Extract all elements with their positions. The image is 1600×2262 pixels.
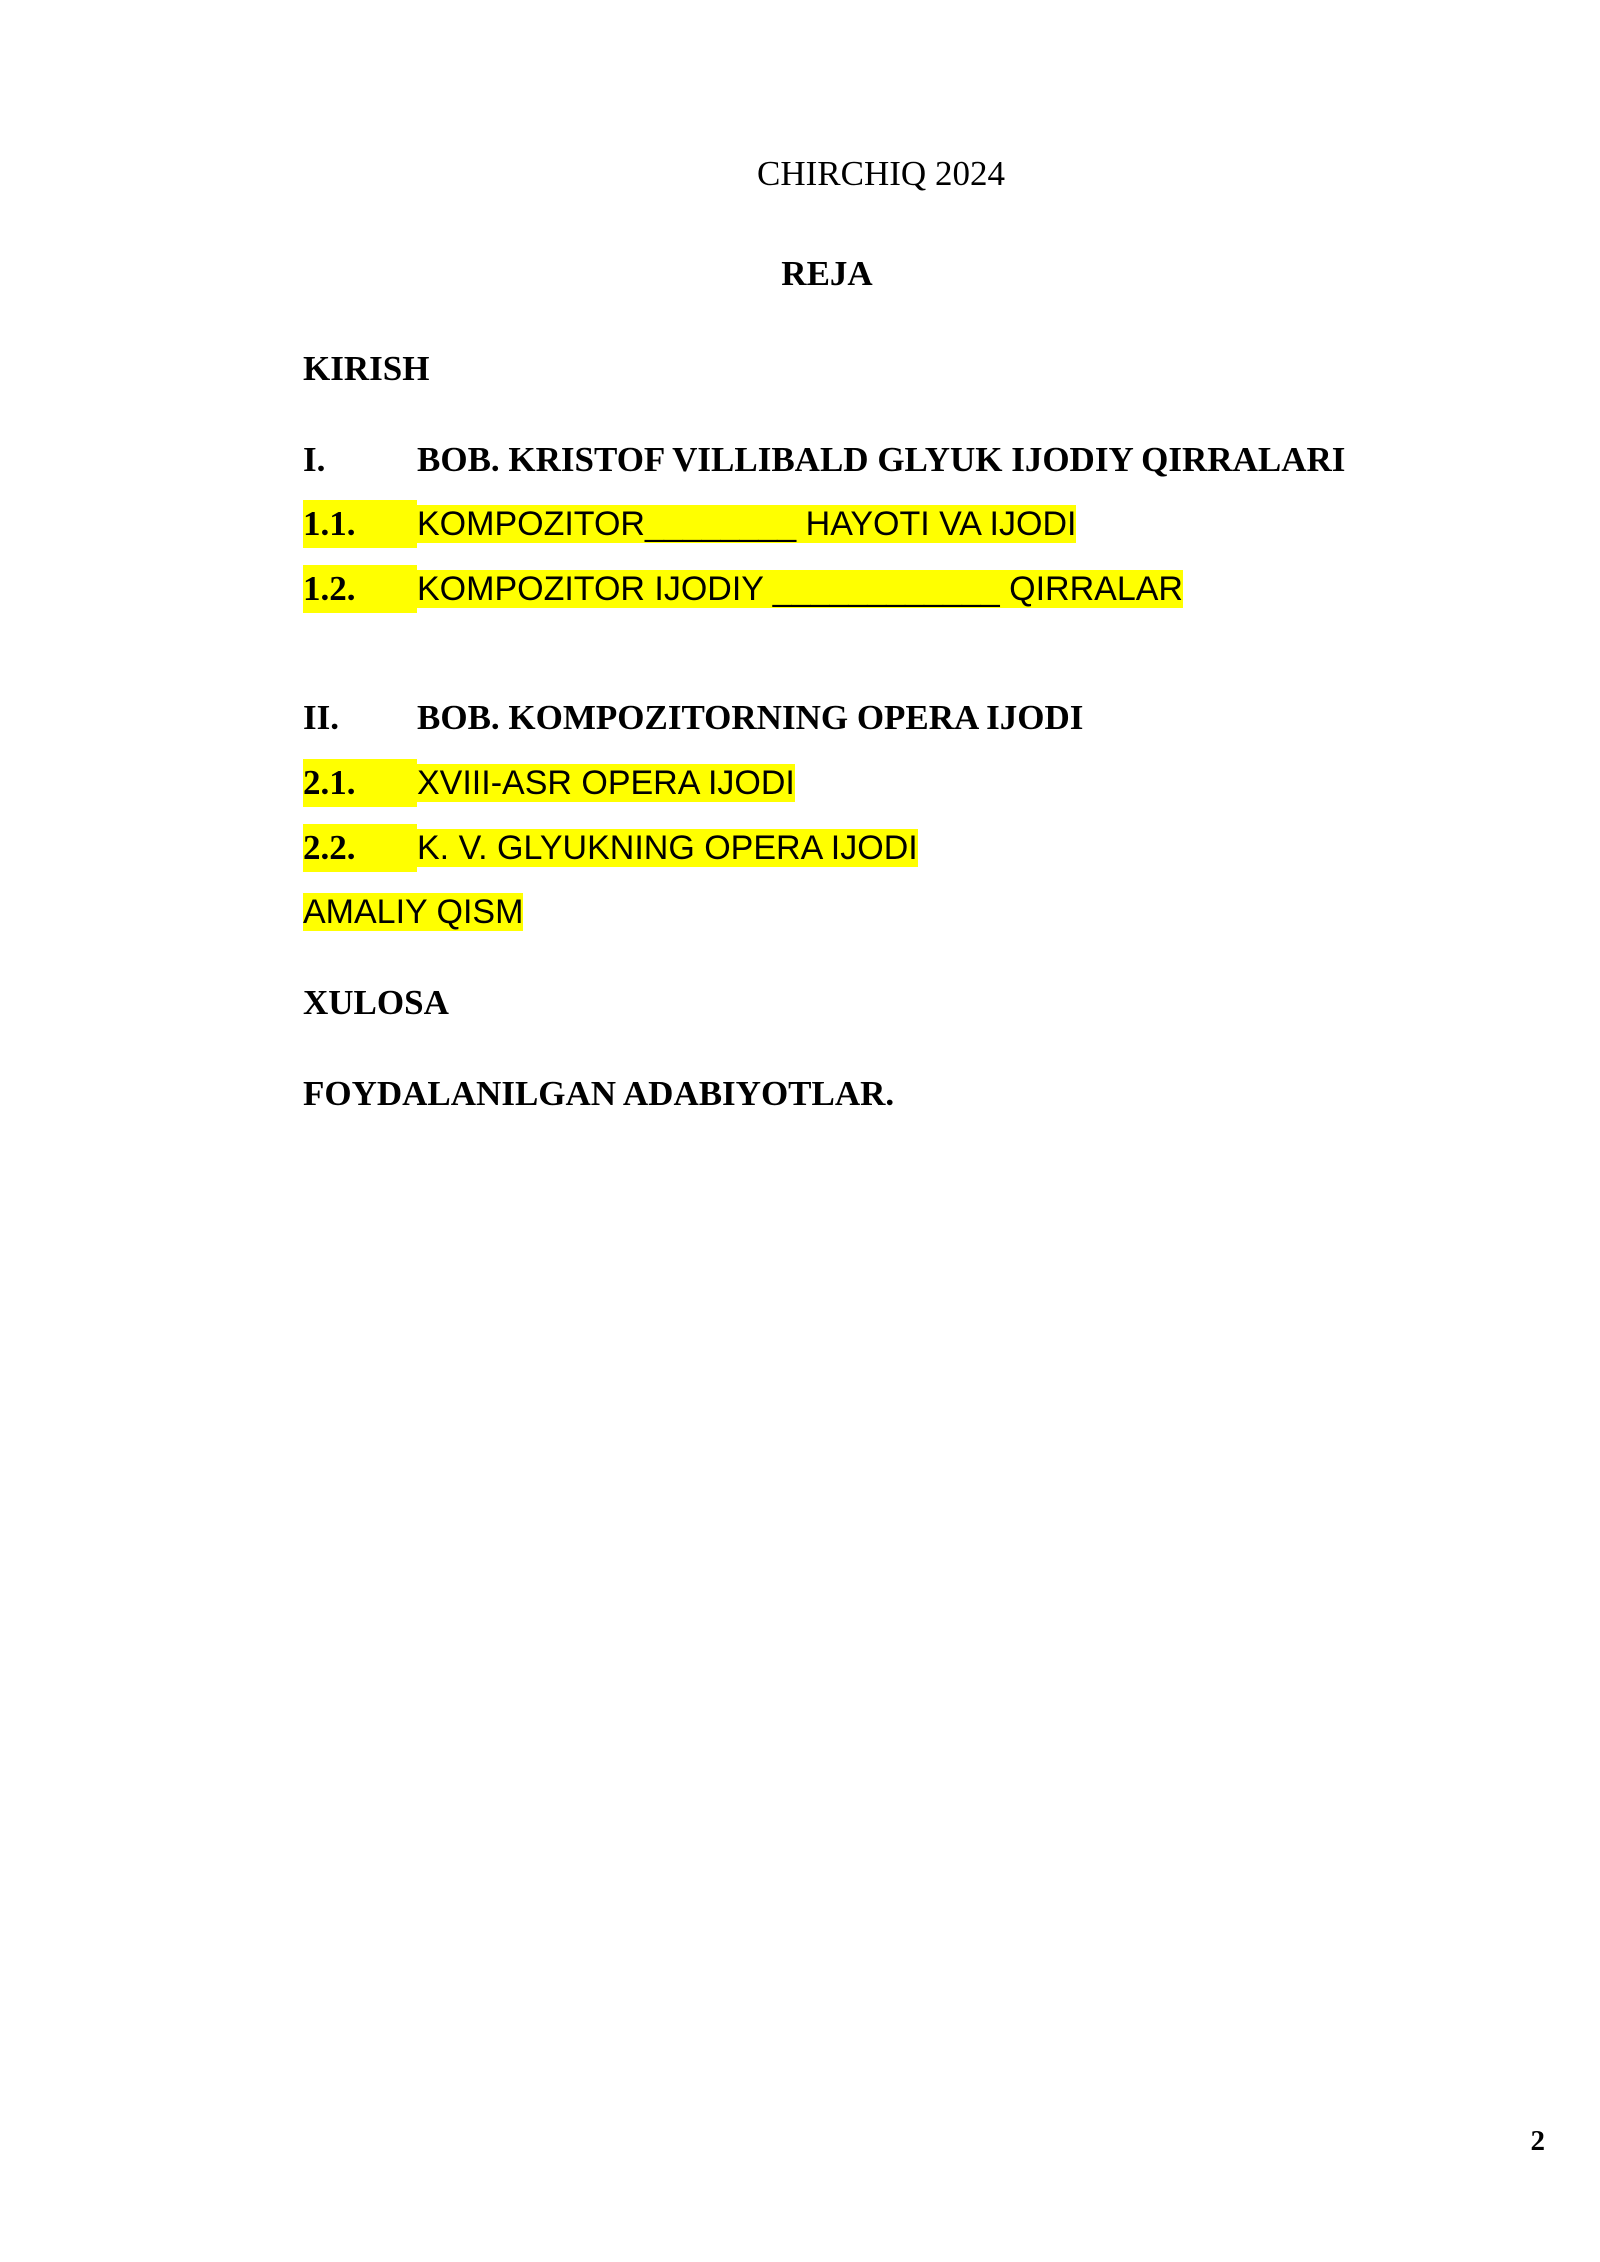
chapter-2-title: BOB. KOMPOZITORNING OPERA IJODI (417, 698, 1084, 737)
toc-section-2-1 (303, 759, 795, 807)
toc-section-2-2 (303, 824, 918, 872)
chapter-2-number: II. (303, 698, 339, 737)
toc-conclusion: XULOSA (303, 983, 449, 1022)
chapter-1-title: BOB. KRISTOF VILLIBALD GLYUK IJODIY QIRRALARI (417, 440, 1346, 479)
toc-chapter-2 (303, 694, 1083, 742)
chapter-1-number: I. (303, 440, 326, 479)
toc-section-1-1 (303, 500, 1076, 548)
page-number: 2 (1530, 2125, 1545, 2157)
toc-chapter-1 (303, 436, 1345, 484)
section-2-1-number: 2.1. (303, 759, 417, 807)
section-2-2-title: K. V. GLYUKNING OPERA IJODI (417, 829, 918, 867)
section-1-2-title: KOMPOZITOR IJODIY ____________ QIRRALAR (417, 570, 1183, 608)
practical-title: AMALIY QISM (303, 893, 524, 931)
plan-title: REJA (781, 254, 873, 293)
section-1-1-title: KOMPOZITOR________ HAYOTI VA IJODI (417, 505, 1077, 543)
section-2-1-title: XVIII-ASR OPERA IJODI (417, 764, 795, 802)
toc-section-1-2 (303, 565, 1183, 613)
toc-practical (303, 888, 523, 936)
city-year: CHIRCHIQ 2024 (757, 154, 1005, 193)
section-1-1-number: 1.1. (303, 500, 417, 548)
section-2-2-number: 2.2. (303, 824, 417, 872)
toc-intro: KIRISH (303, 349, 430, 388)
toc-references: FOYDALANILGAN ADABIYOTLAR. (303, 1074, 895, 1113)
section-1-2-number: 1.2. (303, 565, 417, 613)
